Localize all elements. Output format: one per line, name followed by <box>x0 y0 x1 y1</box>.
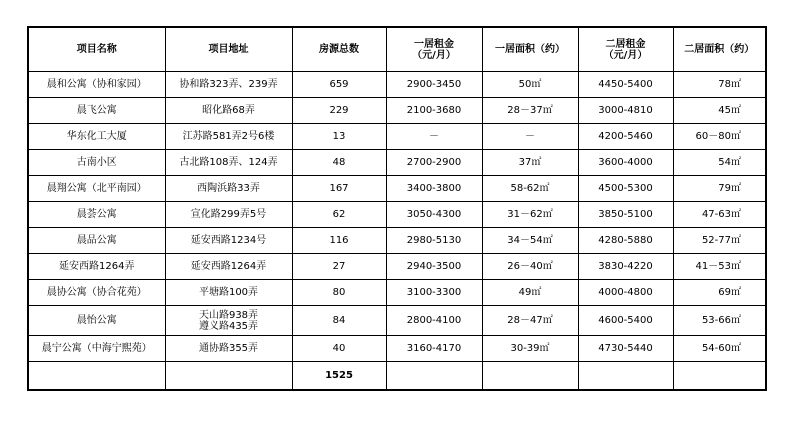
cell-address: 延安西路1234号 <box>165 228 292 254</box>
cell-address-line2: 遵义路435弄 <box>198 320 259 332</box>
cell-name: 晨和公寓（协和家园） <box>28 72 165 98</box>
cell-area1: 26－40㎡ <box>482 254 578 280</box>
cell-name: 晨协公寓（协合花苑） <box>28 280 165 306</box>
cell-address: 昭化路68弄 <box>165 98 292 124</box>
cell-rent1: 2100-3680 <box>386 98 482 124</box>
cell-address: 通协路355弄 <box>165 336 292 362</box>
cell-rent1: 3050-4300 <box>386 202 482 228</box>
cell-area1: 30-39㎡ <box>482 336 578 362</box>
header-one-br-area: 一居面积（约） <box>482 27 578 72</box>
cell-area2: 79㎡ <box>673 176 766 202</box>
cell-units: 13 <box>292 124 386 150</box>
table-row <box>28 254 766 280</box>
cell-area2: 54㎡ <box>673 150 766 176</box>
header-one-br-rent-line1: 一居租金 <box>414 38 454 50</box>
header-row <box>28 27 766 72</box>
cell-address: 古北路108弄、124弄 <box>165 150 292 176</box>
cell-area2: 53-66㎡ <box>673 306 766 336</box>
table-row <box>28 280 766 306</box>
cell-address: 协和路323弄、239弄 <box>165 72 292 98</box>
total-units: 1525 <box>292 362 386 391</box>
cell-units: 62 <box>292 202 386 228</box>
cell-area2: 47-63㎡ <box>673 202 766 228</box>
cell-area2: 41－53㎡ <box>673 254 766 280</box>
header-two-br-rent <box>578 27 673 72</box>
header-two-br-rent-line1: 二居租金 <box>605 38 646 50</box>
cell-rent2: 4280-5880 <box>578 228 673 254</box>
cell-rent1: 2900-3450 <box>386 72 482 98</box>
cell-area2: 45㎡ <box>673 98 766 124</box>
cell-area1: 58-62㎡ <box>482 176 578 202</box>
cell-area2: 78㎡ <box>673 72 766 98</box>
table-row <box>28 176 766 202</box>
table-row <box>28 98 766 124</box>
cell-rent1: 2700-2900 <box>386 150 482 176</box>
cell-rent1: 3100-3300 <box>386 280 482 306</box>
header-address: 项目地址 <box>165 27 292 72</box>
cell-units: 48 <box>292 150 386 176</box>
cell-rent1: 3400-3800 <box>386 176 482 202</box>
cell-units: 659 <box>292 72 386 98</box>
table-row <box>28 306 766 336</box>
cell-rent2: 3850-5100 <box>578 202 673 228</box>
total-empty-cell <box>28 362 165 391</box>
cell-area2: 52-77㎡ <box>673 228 766 254</box>
cell-units: 40 <box>292 336 386 362</box>
cell-rent1: 2980-5130 <box>386 228 482 254</box>
cell-area1: 28－47㎡ <box>482 306 578 336</box>
cell-name: 古南小区 <box>28 150 165 176</box>
cell-area1: 37㎡ <box>482 150 578 176</box>
cell-units: 167 <box>292 176 386 202</box>
table-row <box>28 124 766 150</box>
cell-name: 延安西路1264弄 <box>28 254 165 280</box>
header-two-br-rent-line2: （元/月） <box>603 49 648 61</box>
header-one-br-rent-line2: （元/月） <box>412 49 456 61</box>
table-row <box>28 202 766 228</box>
cell-rent2: 4000-4800 <box>578 280 673 306</box>
cell-rent2: 3000-4810 <box>578 98 673 124</box>
cell-address: 宣化路299弄5号 <box>165 202 292 228</box>
cell-rent1: 3160-4170 <box>386 336 482 362</box>
cell-area1: 49㎡ <box>482 280 578 306</box>
table-row <box>28 336 766 362</box>
cell-area2: 69㎡ <box>673 280 766 306</box>
cell-address <box>165 306 292 336</box>
cell-name: 晨品公寓 <box>28 228 165 254</box>
cell-area1: 31－62㎡ <box>482 202 578 228</box>
cell-rent2: 4730-5440 <box>578 336 673 362</box>
cell-address: 延安西路1264弄 <box>165 254 292 280</box>
cell-units: 229 <box>292 98 386 124</box>
cell-rent2: 4450-5400 <box>578 72 673 98</box>
cell-units: 84 <box>292 306 386 336</box>
cell-units: 27 <box>292 254 386 280</box>
header-name: 项目名称 <box>28 27 165 72</box>
cell-name: 晨翔公寓（北平南园） <box>28 176 165 202</box>
table-row <box>28 150 766 176</box>
cell-name: 晨怡公寓 <box>28 306 165 336</box>
total-row <box>28 362 766 391</box>
total-empty-cell <box>386 362 482 391</box>
header-total-units: 房源总数 <box>292 27 386 72</box>
cell-name: 晨飞公寓 <box>28 98 165 124</box>
cell-units: 116 <box>292 228 386 254</box>
cell-rent2: 4500-5300 <box>578 176 673 202</box>
cell-rent2: 3830-4220 <box>578 254 673 280</box>
header-one-br-rent <box>386 27 482 72</box>
cell-area2: 54-60㎡ <box>673 336 766 362</box>
cell-units: 80 <box>292 280 386 306</box>
cell-address-line1: 天山路938弄 <box>198 309 259 321</box>
cell-name: 华东化工大厦 <box>28 124 165 150</box>
cell-rent1: 2800-4100 <box>386 306 482 336</box>
header-two-br-area: 二居面积（约） <box>673 27 766 72</box>
cell-rent1: － <box>386 124 482 150</box>
cell-rent2: 4600-5400 <box>578 306 673 336</box>
cell-rent2: 4200-5460 <box>578 124 673 150</box>
cell-rent1: 2940-3500 <box>386 254 482 280</box>
rental-table <box>27 26 767 391</box>
cell-name: 晨荟公寓 <box>28 202 165 228</box>
table-row <box>28 72 766 98</box>
total-empty-cell <box>165 362 292 391</box>
total-empty-cell <box>482 362 578 391</box>
cell-area1: 34－54㎡ <box>482 228 578 254</box>
cell-address: 平塘路100弄 <box>165 280 292 306</box>
cell-address: 江苏路581弄2号6楼 <box>165 124 292 150</box>
cell-area1: 50㎡ <box>482 72 578 98</box>
cell-rent2: 3600-4000 <box>578 150 673 176</box>
table-row <box>28 228 766 254</box>
total-empty-cell <box>578 362 673 391</box>
cell-area1: 28－37㎡ <box>482 98 578 124</box>
cell-name: 晨宁公寓（中海宁熙苑） <box>28 336 165 362</box>
cell-area1: － <box>482 124 578 150</box>
total-empty-cell <box>673 362 766 391</box>
cell-address: 西陶浜路33弄 <box>165 176 292 202</box>
cell-area2: 60－80㎡ <box>673 124 766 150</box>
